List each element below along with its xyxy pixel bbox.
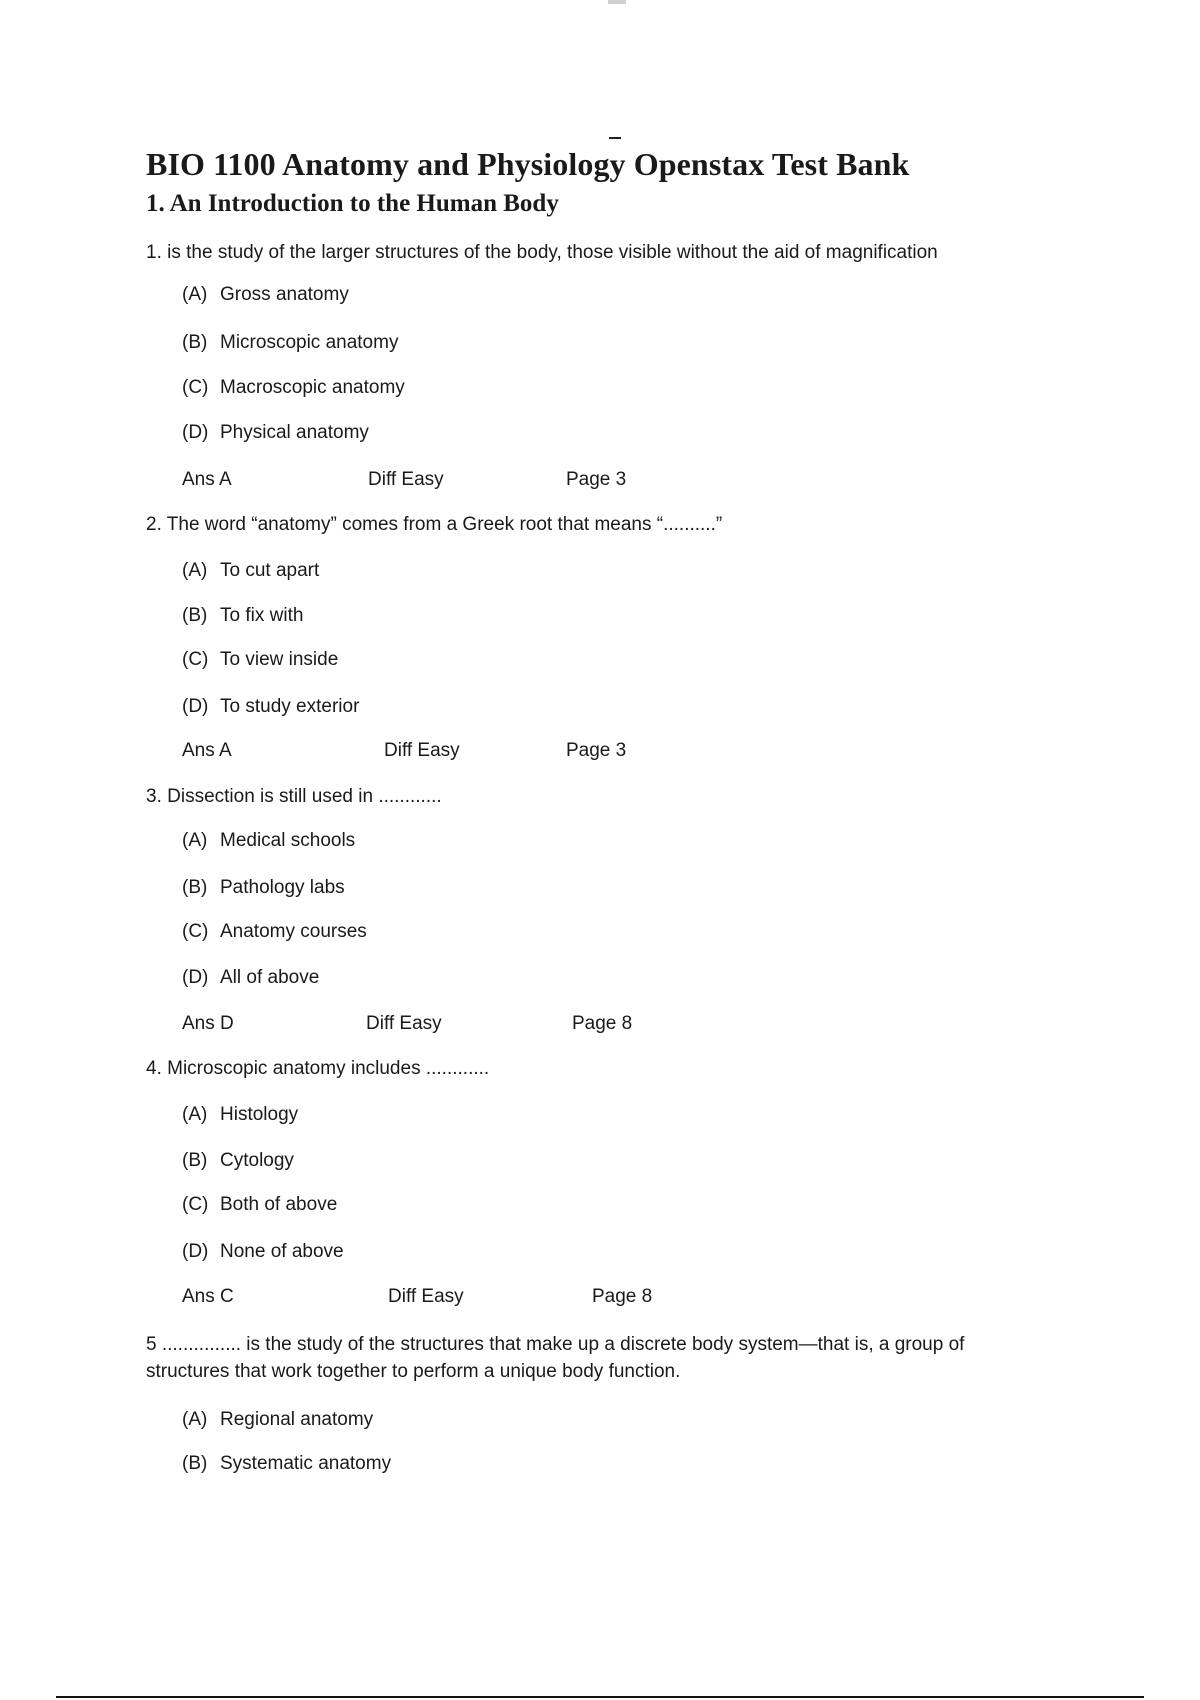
question-1-option-c: (C) Macroscopic anatomy [182, 377, 405, 398]
question-2-option-d: (D) To study exterior [182, 696, 360, 717]
question-2-text: 2. The word “anatomy” comes from a Greek root that means “..........” [146, 514, 723, 535]
question-2-option-a: (A) To cut apart [182, 560, 320, 581]
question-5-text: 5 ............... is the study of the structures that make up a discrete body system—that is, a group of structures that work together to perform a unique body function. [146, 1334, 965, 1382]
chapter-heading: 1. An Introduction to the Human Body [146, 190, 559, 217]
question-1-text: 1. is the study of the larger structures of the body, those visible without the aid of magnification [146, 242, 938, 263]
question-2-option-b: (B) To fix with [182, 605, 304, 626]
title-dash [609, 137, 621, 139]
answer-label: Ans A [182, 740, 232, 761]
difficulty-label: Diff Easy [366, 1013, 442, 1034]
question-4-option-c: (C) Both of above [182, 1194, 338, 1215]
question-5-option-b: (B) Systematic anatomy [182, 1453, 392, 1474]
question-5-option-a: (A) Regional anatomy [182, 1409, 374, 1430]
question-3-text: 3. Dissection is still used in ............ [146, 786, 442, 807]
page-ref-label: Page 8 [572, 1013, 633, 1034]
page-ref-label: Page 3 [566, 740, 627, 761]
question-1-option-d: (D) Physical anatomy [182, 422, 369, 443]
difficulty-label: Diff Easy [388, 1286, 464, 1307]
answer-label: Ans C [182, 1286, 234, 1307]
question-4-option-d: (D) None of above [182, 1241, 344, 1262]
question-1-option-b: (B) Microscopic anatomy [182, 332, 399, 353]
document-title: BIO 1100 Anatomy and Physiology Openstax Test Bank [146, 146, 910, 182]
footer-rule [56, 1696, 1144, 1698]
question-3-option-a: (A) Medical schools [182, 830, 356, 851]
difficulty-label: Diff Easy [368, 469, 444, 490]
question-2-option-c: (C) To view inside [182, 649, 339, 670]
page-ref-label: Page 3 [566, 469, 627, 490]
question-1-option-a: (A) Gross anatomy [182, 284, 349, 305]
answer-label: Ans D [182, 1013, 234, 1034]
question-4-option-a: (A) Histology [182, 1104, 299, 1125]
page-ref-label: Page 8 [592, 1286, 653, 1307]
question-4-option-b: (B) Cytology [182, 1150, 294, 1171]
question-4-text: 4. Microscopic anatomy includes ............ [146, 1058, 490, 1079]
question-3-option-b: (B) Pathology labs [182, 877, 345, 898]
question-3-option-d: (D) All of above [182, 967, 320, 988]
answer-label: Ans A [182, 469, 232, 490]
top-page-mark [608, 0, 626, 4]
difficulty-label: Diff Easy [384, 740, 460, 761]
question-3-option-c: (C) Anatomy courses [182, 921, 367, 942]
